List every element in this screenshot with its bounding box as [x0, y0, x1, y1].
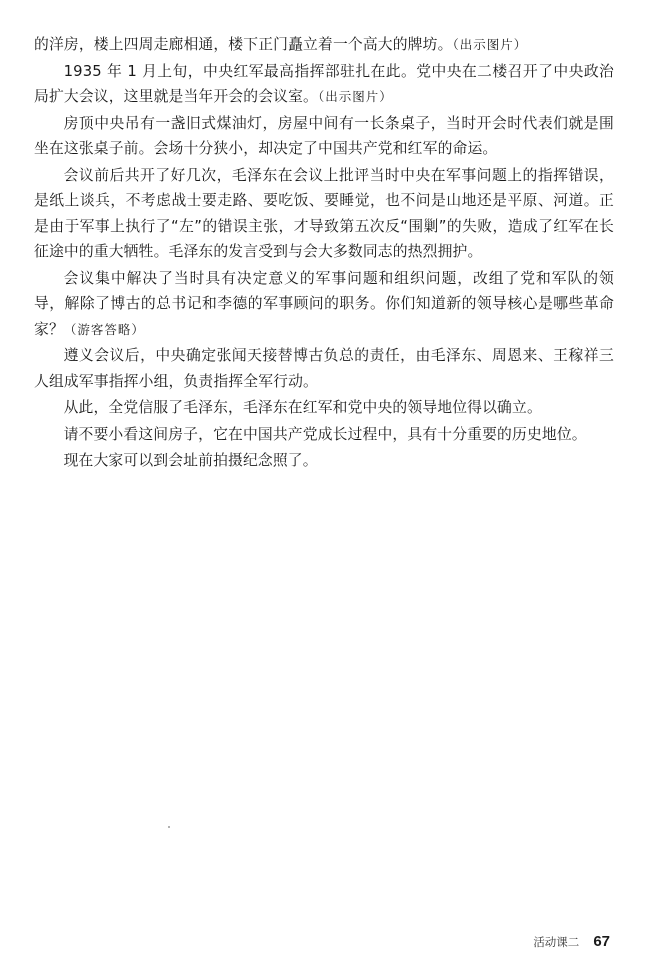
paragraph-2	[34, 59, 614, 110]
paragraph-5	[34, 266, 614, 343]
paragraph-6-text: 遵义会议后，中央确定张闻天接替博古负总的责任，由毛泽东、周恩来、王稼祥三人组成军事指挥小组，负责指挥全军行动。	[34, 347, 614, 390]
paragraph-3-text: 房顶中央吊有一盏旧式煤油灯，房屋中间有一长条桌子，当时开会时代表们就是围坐在这张桌子前。会场十分狭小，却决定了中国共产党和红军的命运。	[34, 114, 614, 157]
print-speck	[168, 826, 170, 828]
page-number: 67	[593, 933, 610, 950]
paragraph-5-text: 会议集中解决了当时具有决定意义的军事问题和组织问题，改组了党和军队的领导，解除了博古的总书记和李德的军事顾问的职务。你们知道新的领导核心是哪些革命家？	[34, 269, 614, 338]
paragraph-9	[34, 448, 614, 474]
paragraph-8	[34, 422, 614, 448]
page-footer	[533, 933, 610, 950]
stage-cue-show-picture: （出示图片）	[318, 89, 393, 104]
paragraph-7	[34, 395, 614, 421]
paragraph-1-text: 的洋房，楼上四周走廊相通，楼下正门矗立着一个高大的牌坊。	[34, 36, 453, 53]
paragraph-6	[34, 343, 614, 394]
paragraph-4	[34, 163, 614, 265]
stage-cue-show-picture: （出示图片）	[452, 37, 528, 52]
section-label: 活动课二	[533, 935, 580, 949]
paragraph-7-text: 从此，全党信服了毛泽东，毛泽东在红军和党中央的领导地位得以确立。	[63, 399, 542, 416]
paragraph-4-text: 会议前后共开了好几次，毛泽东在会议上批评当时中央在军事问题上的指挥错误，是纸上谈兵，不考虑战士要走路、要吃饭、要睡觉，也不问是山地还是平原、河道。正是由于军事上执行了“左”的错误主张，才导致第五次反“围剿”的失败，造成了红军在长征途中的重大牺牲。毛泽东的发言受到与会大多数同志的热烈拥护。	[34, 166, 614, 260]
paragraph-2-text: 1935 年 1 月上旬，中央红军最高指挥部驻扎在此。党中央在二楼召开了中央政治局扩大会议，这里就是当年开会的会议室。	[34, 62, 614, 105]
page-body	[34, 32, 614, 475]
paragraph-1	[34, 32, 614, 58]
paragraph-3	[34, 111, 614, 162]
paragraph-9-text: 现在大家可以到会址前拍摄纪念照了。	[63, 452, 318, 469]
stage-cue-visitor-answer: （游客答略）	[63, 321, 145, 337]
paragraph-8-text: 请不要小看这间房子，它在中国共产党成长过程中，具有十分重要的历史地位。	[63, 425, 587, 443]
